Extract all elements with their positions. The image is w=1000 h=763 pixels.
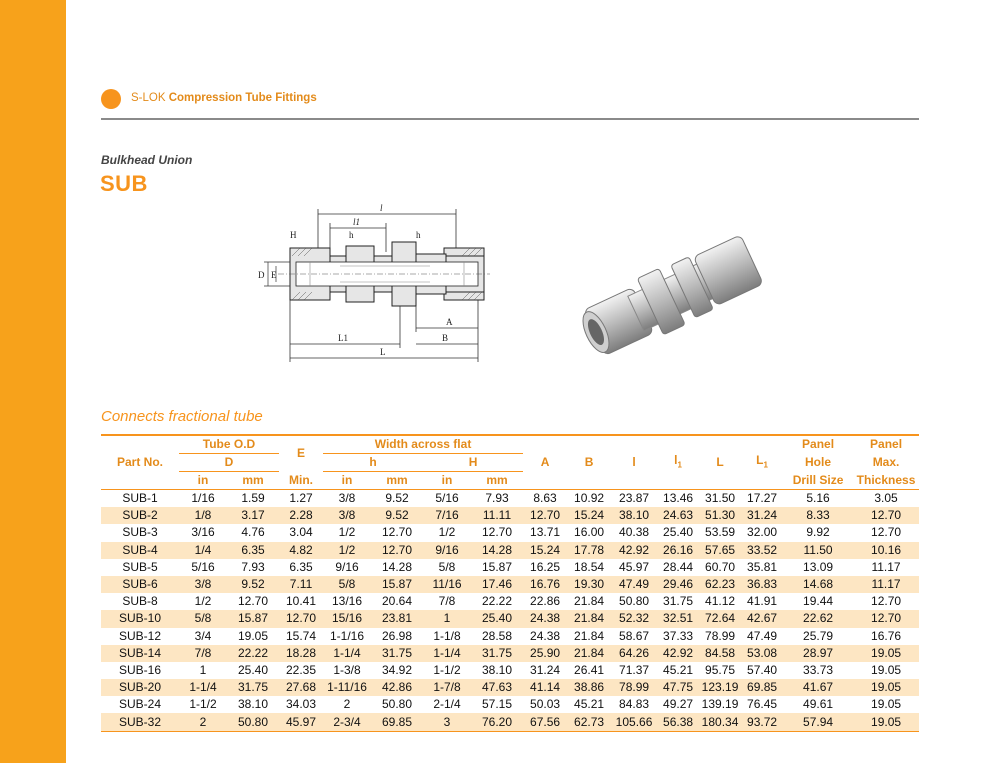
table-cell: 5.16: [806, 491, 830, 506]
table-cell: 47.75: [657, 679, 699, 696]
table-cell: 45.97: [279, 713, 323, 731]
table-cell: 7.93: [485, 491, 509, 506]
table-cell: 10.92: [574, 491, 605, 506]
header-panel-max-2: Max.: [872, 455, 900, 469]
product-subtitle: Bulkhead Union: [101, 153, 193, 167]
table-cell: 56.38: [657, 713, 699, 731]
table-cell: 50.80: [382, 697, 413, 712]
header-panel-max-1: Panel: [870, 437, 903, 452]
label-l1: l1: [353, 217, 361, 227]
part-number-cell: SUB-1: [122, 491, 158, 506]
table-cell: 12.70: [382, 525, 413, 540]
table-cell: 11.50: [783, 542, 853, 559]
table-cell: 21.84: [574, 628, 605, 643]
table-cell: 5/16: [191, 559, 215, 574]
table-cell: 5/16: [435, 491, 459, 506]
table-cell: 23.81: [371, 610, 423, 627]
table-cell: 13.71: [530, 525, 561, 540]
table-cell: 19.05: [871, 697, 902, 712]
table-cell: 12.70: [279, 610, 323, 627]
label-E: E: [271, 270, 277, 280]
table-cell: 9.52: [385, 491, 409, 506]
label-B: B: [442, 333, 449, 343]
table-cell: 15.87: [482, 559, 513, 574]
header-D: D: [179, 454, 279, 472]
table-cell: 1/2: [338, 525, 356, 540]
bullet-dot-icon: [101, 89, 121, 109]
table-cell: 15.87: [371, 576, 423, 593]
part-number-cell: SUB-10: [101, 610, 179, 627]
part-number-cell: SUB-14: [101, 645, 179, 662]
table-cell: 8.33: [783, 507, 853, 524]
table-row: [101, 610, 919, 627]
table-cell: 7.11: [279, 576, 323, 593]
table-cell: 28.97: [783, 645, 853, 662]
label-h-2: h: [416, 230, 421, 240]
header-panel-hole-1: Panel: [802, 437, 835, 452]
table-cell: 1-1/4: [179, 679, 227, 696]
table-cell: 69.85: [741, 679, 783, 696]
table-cell: 23.87: [619, 491, 650, 506]
table-cell: 45.97: [619, 559, 650, 574]
table-cell: 2-3/4: [323, 713, 371, 731]
part-number-cell: SUB-5: [122, 559, 158, 574]
table-cell: 17.27: [747, 491, 778, 506]
table-cell: 45.21: [663, 662, 694, 677]
table-cell: 3/8: [323, 507, 371, 524]
table-cell: 53.08: [741, 645, 783, 662]
table-cell: 7/8: [179, 645, 227, 662]
table-cell: 180.34: [699, 713, 741, 731]
table-row: [101, 696, 919, 713]
table-cell: 7/16: [423, 507, 471, 524]
table-cell: 24.38: [530, 628, 561, 643]
header-L1: [741, 435, 783, 490]
table-cell: 22.86: [530, 594, 561, 609]
table-cell: 57.15: [482, 697, 513, 712]
table-cell: 1/16: [191, 491, 215, 506]
table-cell: 18.54: [574, 559, 605, 574]
table-cell: 16.00: [574, 525, 605, 540]
table-cell: 31.75: [371, 645, 423, 662]
table-cell: 4.82: [279, 542, 323, 559]
table-cell: 16.25: [530, 559, 561, 574]
table-cell: 53.59: [705, 525, 736, 540]
table-cell: 35.81: [747, 559, 778, 574]
table-cell: 57.65: [699, 542, 741, 559]
table-cell: 1-1/2: [189, 697, 217, 712]
table-cell: 29.46: [657, 576, 699, 593]
table-cell: 15.74: [286, 628, 317, 643]
table-cell: 78.99: [705, 628, 736, 643]
header-B: B: [584, 455, 594, 469]
table-cell: 1-1/4: [323, 645, 371, 662]
table-cell: 25.79: [803, 628, 834, 643]
table-cell: 32.00: [747, 525, 778, 540]
table-cell: 34.92: [382, 662, 413, 677]
table-cell: 72.64: [699, 610, 741, 627]
table-cell: 3: [423, 713, 471, 731]
table-cell: 25.40: [663, 525, 694, 540]
table-row: [101, 662, 919, 679]
header-l1-main: l: [674, 452, 678, 467]
table-cell: 9.52: [371, 507, 423, 524]
table-cell: 41.91: [747, 594, 778, 609]
header-H: H: [423, 454, 523, 472]
table-cell: 25.90: [523, 645, 567, 662]
brand-prefix: S-LOK: [131, 92, 166, 104]
table-cell: 19.30: [567, 576, 611, 593]
table-cell: 37.33: [663, 628, 694, 643]
part-number-cell: SUB-4: [101, 542, 179, 559]
table-cell: 36.83: [741, 576, 783, 593]
table-cell: 49.61: [803, 697, 834, 712]
table-cell: 33.52: [741, 542, 783, 559]
part-number-cell: SUB-32: [101, 713, 179, 731]
table-row: [101, 628, 919, 645]
table-cell: 19.05: [853, 679, 919, 696]
table-cell: 5/8: [323, 576, 371, 593]
table-row: [101, 576, 919, 593]
table-cell: 38.10: [482, 662, 513, 677]
table-cell: 50.80: [227, 713, 279, 731]
table-cell: 25.40: [237, 662, 269, 677]
table-cell: 34.03: [286, 697, 317, 712]
header-E: E: [297, 446, 306, 461]
table-cell: 57.40: [747, 662, 778, 677]
table-cell: 84.58: [699, 645, 741, 662]
table-cell: 19.05: [871, 662, 902, 677]
table-cell: 31.75: [663, 594, 694, 609]
table-cell: 19.05: [853, 713, 919, 731]
table-row: [101, 713, 919, 731]
table-cell: 21.84: [567, 610, 611, 627]
table-cell: 1/4: [179, 542, 227, 559]
product-code-title: SUB: [100, 171, 148, 196]
table-cell: 41.14: [523, 679, 567, 696]
table-cell: 26.98: [382, 628, 413, 643]
fitting-photo: [560, 222, 780, 362]
table-cell: 76.20: [471, 713, 523, 731]
table-cell: 38.10: [611, 507, 657, 524]
table-row: [101, 559, 919, 576]
table-cell: 3/8: [179, 576, 227, 593]
table-cell: 33.73: [803, 662, 834, 677]
table-cell: 13.09: [803, 559, 834, 574]
table-cell: 1-1/4: [423, 645, 471, 662]
header-tube-od: Tube O.D: [179, 435, 279, 454]
brand-title: [131, 92, 317, 104]
table-cell: 26.16: [657, 542, 699, 559]
table-cell: 15.24: [523, 542, 567, 559]
table-cell: 47.63: [471, 679, 523, 696]
table-cell: 58.67: [619, 628, 650, 643]
table-cell: 28.44: [663, 559, 694, 574]
table-cell: 3/16: [191, 525, 215, 540]
table-cell: 25.40: [471, 610, 523, 627]
table-cell: 17.78: [567, 542, 611, 559]
table-cell: 11/16: [423, 576, 471, 593]
table-row: [101, 524, 919, 541]
table-cell: 12.70: [853, 610, 919, 627]
label-L1: L1: [338, 333, 348, 343]
table-cell: 12.70: [853, 507, 919, 524]
table-cell: 24.63: [657, 507, 699, 524]
table-cell: 2: [179, 713, 227, 731]
table-cell: 42.67: [741, 610, 783, 627]
brand-product-line: Compression Tube Fittings: [168, 92, 317, 104]
table-cell: 3.05: [874, 491, 898, 506]
table-cell: 2: [343, 697, 351, 712]
table-cell: 1-1/16: [330, 628, 365, 643]
table-cell: 24.38: [523, 610, 567, 627]
table-cell: 12.70: [237, 594, 269, 609]
table-cell: 7.93: [241, 559, 265, 574]
header-h-mm: mm: [386, 473, 408, 487]
table-cell: 64.26: [611, 645, 657, 662]
table-cell: 6.35: [289, 559, 313, 574]
table-cell: 12.70: [523, 507, 567, 524]
orange-side-bar: [0, 0, 66, 763]
spec-table: [101, 434, 919, 732]
table-cell: 1.27: [289, 491, 313, 506]
part-number-cell: SUB-20: [101, 679, 179, 696]
table-cell: 57.94: [783, 713, 853, 731]
table-row: [101, 679, 919, 696]
table-cell: 15/16: [323, 610, 371, 627]
header-D-in: in: [197, 473, 209, 487]
table-cell: 1: [423, 610, 471, 627]
part-number-cell: SUB-24: [118, 697, 162, 712]
table-cell: 19.44: [803, 594, 834, 609]
table-cell: 31.50: [705, 491, 736, 506]
table-cell: 62.23: [699, 576, 741, 593]
table-cell: 50.80: [619, 594, 650, 609]
table-cell: 3/4: [194, 628, 212, 643]
table-cell: 31.75: [471, 645, 523, 662]
label-H: H: [290, 230, 297, 240]
table-cell: 12.70: [871, 525, 902, 540]
table-cell: 6.35: [227, 542, 279, 559]
table-cell: 19.05: [237, 628, 269, 643]
table-cell: 41.67: [783, 679, 853, 696]
table-cell: 47.49: [747, 628, 778, 643]
table-cell: 9.52: [227, 576, 279, 593]
table-cell: 5/8: [179, 610, 227, 627]
header-width-across-flat: Width across flat: [323, 435, 523, 454]
table-cell: 105.66: [611, 713, 657, 731]
table-cell: 13.46: [663, 491, 694, 506]
part-number-cell: SUB-8: [122, 594, 158, 609]
table-cell: 45.21: [574, 697, 605, 712]
table-cell: 21.84: [567, 645, 611, 662]
table-cell: 1-1/8: [433, 628, 461, 643]
spec-table-body: [101, 490, 919, 732]
table-cell: 1/2: [438, 525, 456, 540]
table-cell: 22.35: [286, 662, 317, 677]
label-h-1: h: [349, 230, 354, 240]
part-number-cell: SUB-12: [118, 628, 162, 643]
table-cell: 12.70: [871, 594, 902, 609]
header-L: L: [716, 455, 724, 469]
table-cell: 139.19: [701, 697, 739, 712]
table-cell: 62.73: [567, 713, 611, 731]
table-cell: 71.37: [619, 662, 650, 677]
table-cell: 49.27: [663, 697, 694, 712]
table-cell: 1-11/16: [323, 679, 371, 696]
header-l: l: [632, 455, 636, 469]
table-cell: 123.19: [699, 679, 741, 696]
table-cell: 19.05: [853, 645, 919, 662]
table-cell: 47.49: [611, 576, 657, 593]
table-cell: 11.11: [471, 507, 523, 524]
table-cell: 38.86: [567, 679, 611, 696]
header-l1: [657, 435, 699, 490]
table-cell: 22.22: [227, 645, 279, 662]
header-l1-sub: 1: [677, 460, 682, 470]
table-cell: 13/16: [332, 594, 363, 609]
table-cell: 76.45: [747, 697, 778, 712]
header-panel-hole-3: Drill Size: [792, 472, 844, 487]
table-cell: 5/8: [438, 559, 456, 574]
table-cell: 1-1/2: [433, 662, 461, 677]
table-cell: 3.17: [227, 507, 279, 524]
table-row: [101, 593, 919, 610]
table-cell: 10.16: [853, 542, 919, 559]
table-cell: 27.68: [279, 679, 323, 696]
table-cell: 42.86: [371, 679, 423, 696]
table-cell: 42.92: [657, 645, 699, 662]
table-cell: 1-3/8: [333, 662, 361, 677]
table-cell: 28.58: [482, 628, 513, 643]
table-cell: 14.28: [382, 559, 413, 574]
table-cell: 4.76: [241, 525, 265, 540]
table-cell: 18.28: [279, 645, 323, 662]
label-l: l: [380, 203, 383, 213]
section-title: Connects fractional tube: [101, 408, 263, 425]
header-H-mm: mm: [486, 473, 508, 487]
table-cell: 41.12: [705, 594, 736, 609]
table-cell: 69.85: [371, 713, 423, 731]
table-cell: 60.70: [705, 559, 736, 574]
part-number-cell: SUB-3: [122, 525, 158, 540]
table-cell: 31.75: [227, 679, 279, 696]
page-header: [101, 86, 919, 120]
table-cell: 38.10: [237, 697, 269, 712]
table-cell: 1/2: [323, 542, 371, 559]
label-L: L: [380, 347, 386, 357]
table-cell: 15.24: [567, 507, 611, 524]
table-cell: 1/8: [179, 507, 227, 524]
table-cell: 22.62: [783, 610, 853, 627]
table-cell: 3/8: [338, 491, 356, 506]
table-cell: 21.84: [574, 594, 605, 609]
table-cell: 7/8: [438, 594, 456, 609]
table-cell: 9/16: [423, 542, 471, 559]
table-cell: 2-1/4: [433, 697, 461, 712]
table-cell: 17.46: [471, 576, 523, 593]
header-h: h: [323, 454, 423, 472]
header-H-in: in: [441, 473, 453, 487]
table-cell: 1.59: [241, 491, 265, 506]
table-cell: 15.87: [227, 610, 279, 627]
table-cell: 22.22: [482, 594, 513, 609]
table-cell: 42.92: [611, 542, 657, 559]
header-h-in: in: [341, 473, 353, 487]
header-D-mm: mm: [242, 473, 264, 487]
table-cell: 26.41: [574, 662, 605, 677]
label-A: A: [446, 317, 453, 327]
part-number-cell: SUB-2: [101, 507, 179, 524]
header-panel-max-3: Thickness: [856, 472, 916, 487]
table-cell: 10.41: [286, 594, 317, 609]
table-cell: 8.63: [533, 491, 557, 506]
table-cell: 67.56: [523, 713, 567, 731]
header-L1-sub: 1: [763, 460, 768, 470]
header-L1-main: L: [756, 452, 764, 467]
table-row: [101, 507, 919, 524]
table-cell: 95.75: [705, 662, 736, 677]
table-cell: 1: [199, 662, 207, 677]
table-cell: 11.17: [871, 559, 901, 574]
header-E-min: Min.: [289, 472, 314, 487]
table-row: [101, 645, 919, 662]
table-cell: 9.92: [806, 525, 830, 540]
table-row: [101, 490, 919, 508]
header-part-no: Part No.: [116, 455, 163, 469]
table-cell: 31.24: [530, 662, 561, 677]
table-cell: 78.99: [611, 679, 657, 696]
table-cell: 52.32: [611, 610, 657, 627]
label-D: D: [258, 270, 265, 280]
table-cell: 84.83: [619, 697, 650, 712]
table-cell: 14.68: [783, 576, 853, 593]
table-cell: 1-7/8: [423, 679, 471, 696]
table-cell: 11.17: [853, 576, 919, 593]
table-cell: 20.64: [382, 594, 413, 609]
table-cell: 40.38: [619, 525, 650, 540]
table-cell: 50.03: [530, 697, 561, 712]
technical-drawing: [250, 200, 490, 370]
table-cell: 9/16: [335, 559, 359, 574]
table-cell: 16.76: [523, 576, 567, 593]
header-A: A: [540, 455, 550, 469]
header-panel-hole-2: Hole: [805, 455, 832, 469]
table-cell: 31.24: [741, 507, 783, 524]
table-cell: 32.51: [657, 610, 699, 627]
part-number-cell: SUB-6: [101, 576, 179, 593]
part-number-cell: SUB-16: [118, 662, 162, 677]
table-row: [101, 542, 919, 559]
table-cell: 1/2: [194, 594, 212, 609]
table-cell: 3.04: [289, 525, 313, 540]
table-cell: 93.72: [741, 713, 783, 731]
table-cell: 16.76: [871, 628, 902, 643]
table-cell: 12.70: [371, 542, 423, 559]
table-cell: 2.28: [279, 507, 323, 524]
table-cell: 12.70: [482, 525, 513, 540]
table-cell: 14.28: [471, 542, 523, 559]
table-cell: 51.30: [699, 507, 741, 524]
